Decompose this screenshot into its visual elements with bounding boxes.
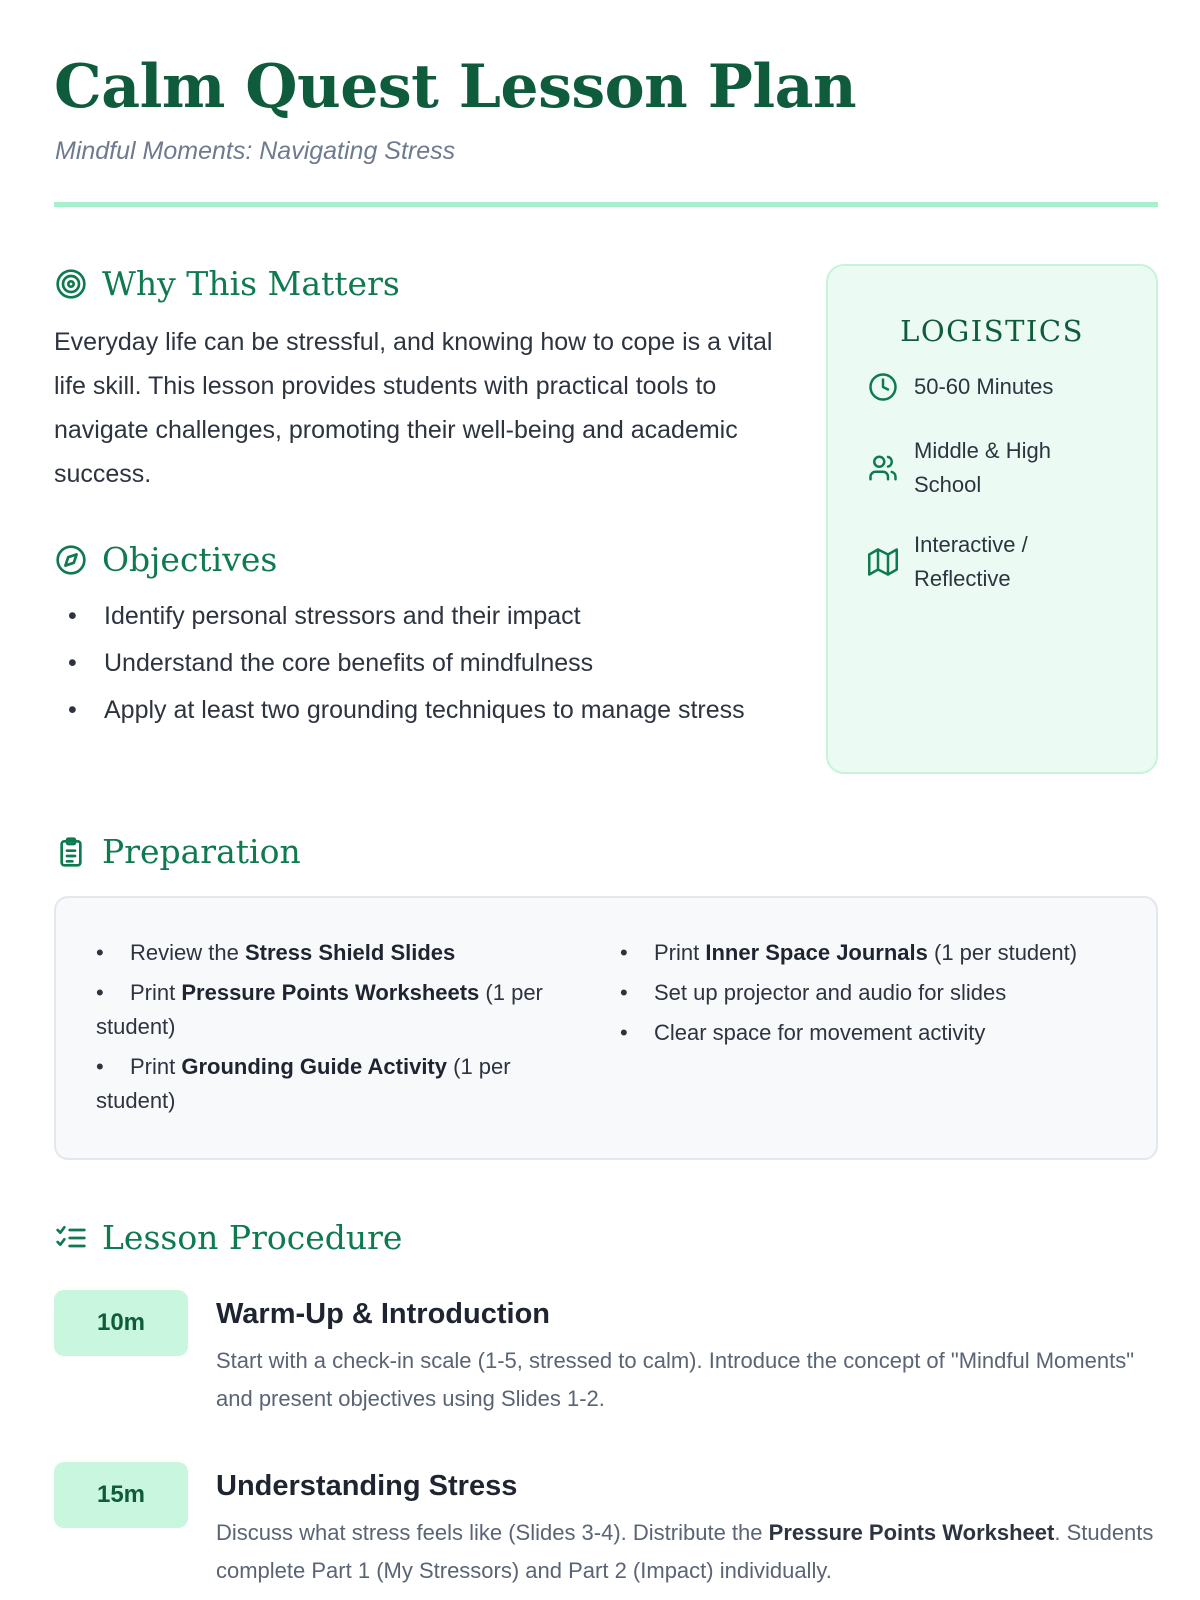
step-title: Understanding Stress	[216, 1470, 518, 1502]
objective-item: • Identify personal stressors and their impact	[68, 596, 768, 636]
procedure-heading: Lesson Procedure	[102, 1218, 403, 1257]
why-heading: Why This Matters	[102, 264, 400, 303]
objectives-section-header	[54, 540, 277, 579]
objectives-heading: Objectives	[102, 540, 278, 579]
why-section-header	[54, 264, 400, 303]
prep-item: • Print Grounding Guide Activity (1 per student)	[96, 1050, 566, 1118]
preparation-list-right	[620, 936, 1140, 1056]
preparation-box	[54, 896, 1158, 1160]
preparation-heading: Preparation	[102, 832, 301, 871]
preparation-list-left	[96, 936, 566, 1124]
objective-item: • Understand the core benefits of mindfulness	[68, 643, 768, 683]
preparation-section-header	[54, 832, 301, 871]
step-description: Discuss what stress feels like (Slides 3-4). Distribute the Pressure Points Worksheet. Students complete Part 1 (My Stressors) and Part 2 (Impact) individually.	[216, 1520, 1154, 1583]
objectives-list	[68, 596, 768, 737]
users-icon	[868, 453, 898, 483]
logistics-audience-label: Middle & High School	[914, 438, 1051, 497]
step-title: Warm-Up & Introduction	[216, 1298, 550, 1330]
step-description: Start with a check-in scale (1-5, stressed to calm). Introduce the concept of "Mindful Moments" and present objectives using Slides 1-2.	[216, 1348, 1135, 1411]
clipboard-icon	[54, 835, 88, 869]
objective-item: • Apply at least two grounding techniques to manage stress	[68, 690, 768, 730]
step-duration-badge: 10m	[54, 1290, 188, 1356]
page-title: Calm Quest Lesson Plan	[54, 52, 857, 122]
logistics-audience	[868, 434, 1098, 502]
why-body: Everyday life can be stressful, and knowing how to cope is a vital life skill. This lesson provides students with practical tools to navigate challenges, promoting their well-being and academic success.	[54, 328, 773, 488]
clock-icon	[868, 372, 898, 402]
title-divider	[54, 202, 1158, 207]
logistics-format-label: Interactive / Reflective	[914, 532, 1028, 591]
logistics-title: LOGISTICS	[900, 314, 1084, 348]
procedure-section-header	[54, 1218, 402, 1257]
compass-icon	[54, 543, 88, 577]
prep-item: • Print Inner Space Journals (1 per student)	[620, 936, 1140, 970]
step-duration-badge: 15m	[54, 1462, 188, 1528]
logistics-duration-label: 50-60 Minutes	[914, 374, 1054, 399]
logistics-format	[868, 528, 1098, 596]
prep-item: • Review the Stress Shield Slides	[96, 936, 566, 970]
prep-item: • Set up projector and audio for slides	[620, 976, 1140, 1010]
map-icon	[868, 547, 898, 577]
logistics-card	[826, 264, 1158, 774]
prep-item: • Print Pressure Points Worksheets (1 per student)	[96, 976, 566, 1044]
logistics-duration	[868, 370, 1053, 404]
prep-item: • Clear space for movement activity	[620, 1016, 1140, 1050]
target-icon	[54, 267, 88, 301]
page-subtitle: Mindful Moments: Navigating Stress	[55, 137, 456, 165]
checklist-icon	[54, 1221, 88, 1255]
